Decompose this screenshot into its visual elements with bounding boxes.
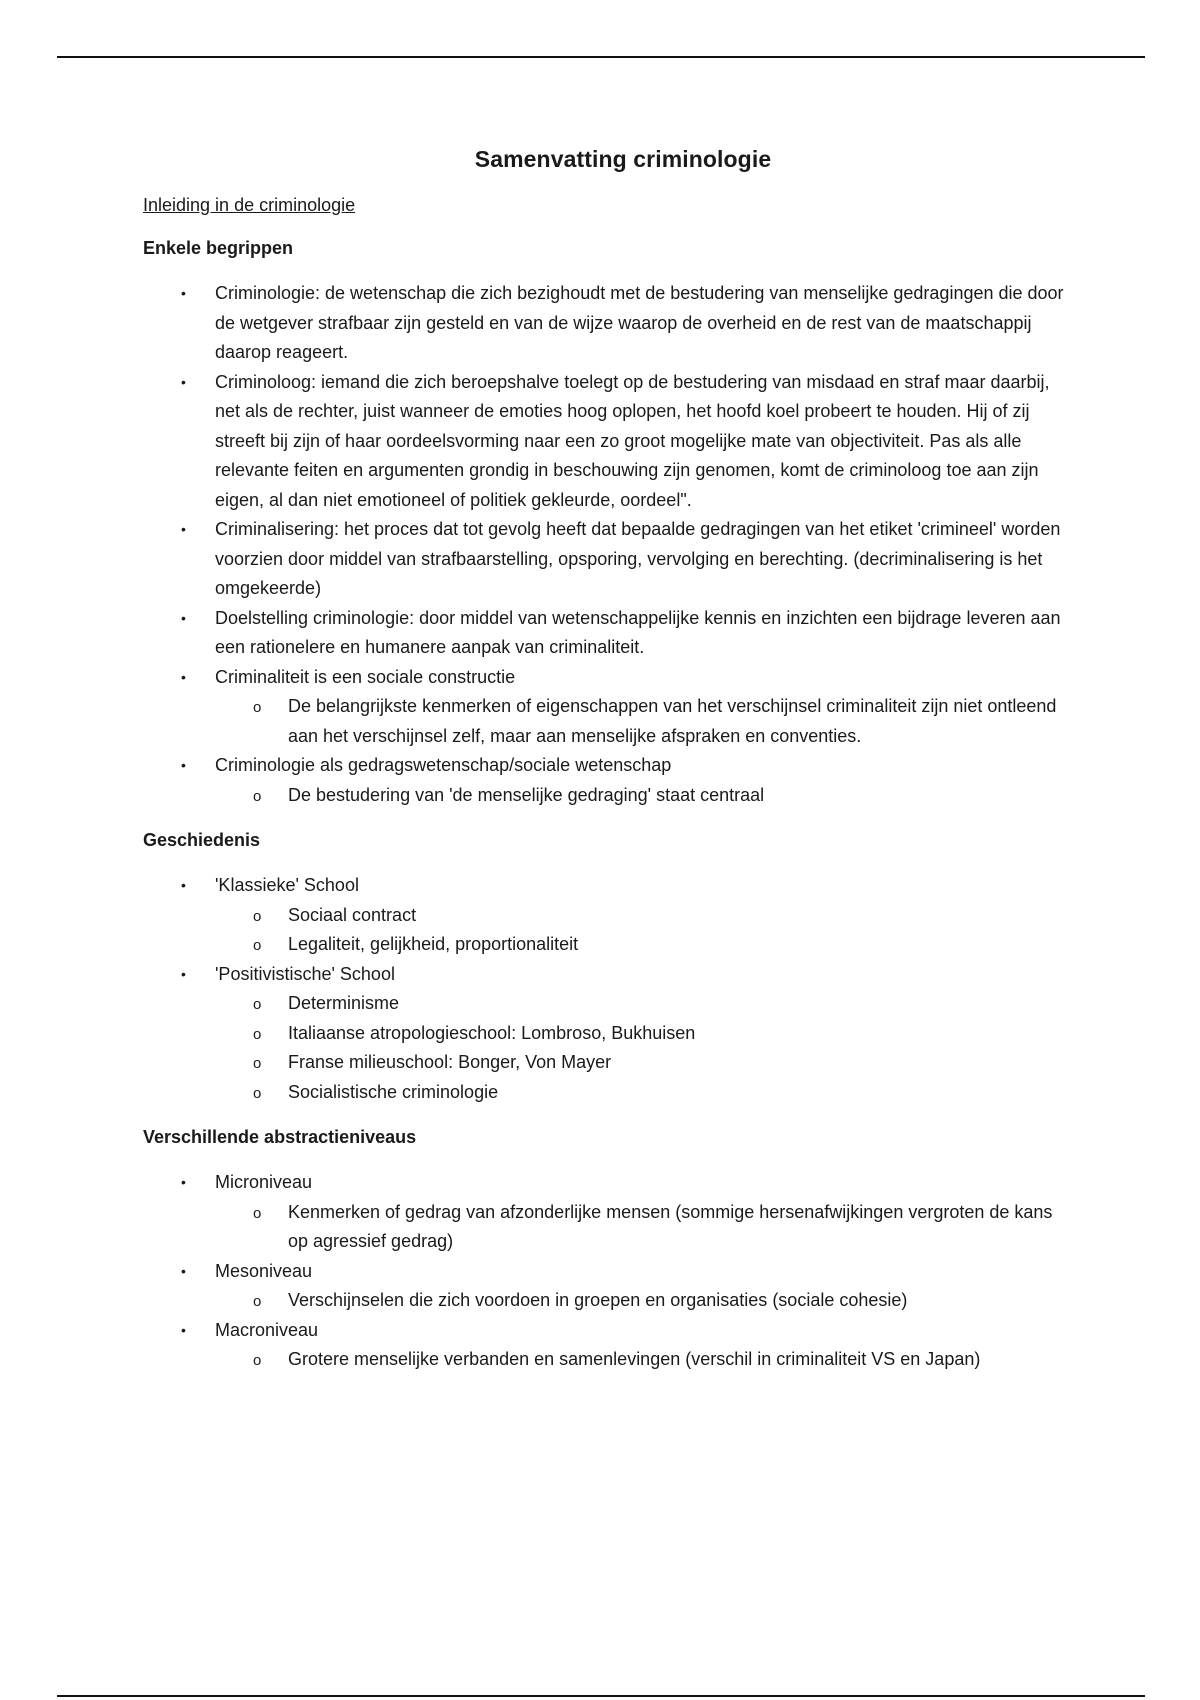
sub-list-item: [215, 1345, 1073, 1375]
list-item-text: Microniveau: [215, 1172, 313, 1192]
list-item: [143, 1257, 1073, 1316]
sub-list-item: [215, 901, 1073, 931]
sub-bullet-list: [215, 1198, 1073, 1257]
circle-bullet-icon: o: [253, 937, 262, 954]
sub-bullet-list: [215, 1345, 1073, 1375]
bullet-icon: •: [181, 285, 186, 301]
sub-bullet-list: [215, 901, 1073, 960]
list-item-text: Mesoniveau: [215, 1260, 313, 1281]
sub-list-item-text: Socialistische criminologie: [288, 1081, 499, 1102]
list-item-text: Macroniveau: [215, 1319, 319, 1340]
sub-list-item: [215, 692, 1073, 751]
section-heading: Geschiedenis: [143, 830, 261, 850]
sub-bullet-list: [215, 989, 1073, 1107]
list-item: [143, 960, 1073, 1108]
bullet-list: [143, 871, 1073, 1107]
list-item: [143, 751, 1073, 810]
sub-list-item-text: Verschijnselen die zich voordoen in groepen en organisaties (sociale cohesie): [288, 1290, 908, 1310]
sub-list-item-text: Sociaal contract: [288, 904, 417, 925]
bullet-icon: •: [181, 877, 186, 893]
list-item-text: Criminologie: de wetenschap die zich bezighoudt met de bestudering van menselijke gedragingen die door de wetgever strafbaar zijn gesteld en van de wijze waarop de overheid en de rest van de maatschappij daarop reageert.: [215, 283, 1064, 362]
document-body: [143, 140, 1073, 1395]
list-item: [143, 368, 1073, 516]
sub-list-item-text: Kenmerken of gedrag van afzonderlijke mensen (sommige hersenafwijkingen vergroten de kans op agressief gedrag): [288, 1201, 1053, 1251]
circle-bullet-icon: o: [253, 1293, 262, 1310]
circle-bullet-icon: o: [253, 699, 262, 716]
sections-container: [143, 238, 1073, 1375]
bullet-icon: •: [181, 965, 186, 982]
sub-bullet-list: [215, 781, 1073, 811]
list-item: [143, 279, 1073, 368]
list-item-text: Criminalisering: het proces dat tot gevolg heeft dat bepaalde gedragingen van het etiket 'crimineel' worden voorzien door middel van strafbaarstelling, opsporing, vervolging en berechting. (decriminalisering is het omgekeerde): [215, 519, 1061, 598]
list-item: [143, 871, 1073, 960]
list-item-text: Criminaliteit is een sociale constructie: [215, 666, 516, 687]
sub-bullet-list: [215, 692, 1073, 751]
sub-list-item: [215, 1286, 1073, 1316]
sub-list-item-text: Determinisme: [288, 993, 400, 1013]
header-rule: [57, 56, 1145, 58]
bullet-list: [143, 1168, 1073, 1375]
chapter-link[interactable]: Inleiding in de criminologie: [143, 195, 356, 215]
bullet-icon: •: [181, 1321, 186, 1338]
bullet-icon: •: [181, 373, 186, 390]
circle-bullet-icon: o: [253, 1204, 262, 1222]
list-item: [143, 604, 1073, 663]
bullet-icon: •: [181, 757, 186, 773]
list-item-text: 'Positivistische' School: [215, 963, 395, 984]
sub-list-item-text: Legaliteit, gelijkheid, proportionaliteit: [288, 934, 579, 954]
sub-list-item-text: Grotere menselijke verbanden en samenlevingen (verschil in criminaliteit VS en Japan): [288, 1349, 981, 1369]
sub-list-item: [215, 1078, 1073, 1108]
sub-list-item-text: Italiaanse atropologieschool: Lombroso, Bukhuisen: [288, 1022, 696, 1043]
circle-bullet-icon: o: [253, 1084, 262, 1102]
sub-list-item-text: De bestudering van 'de menselijke gedraging' staat centraal: [288, 784, 765, 805]
sub-list-item: [215, 989, 1073, 1019]
sub-list-item-text: De belangrijkste kenmerken of eigenschappen van het verschijnsel criminaliteit zijn niet ontleend aan het verschijnsel zelf, maar aan menselijke afspraken en conventies.: [288, 696, 1057, 746]
document-title: Samenvatting criminologie: [474, 146, 772, 172]
list-item: [143, 1168, 1073, 1257]
sub-list-item: [215, 781, 1073, 811]
footer-rule: [57, 1695, 1145, 1697]
list-item: [143, 1316, 1073, 1375]
bullet-icon: •: [181, 1174, 186, 1190]
circle-bullet-icon: o: [253, 1352, 262, 1369]
list-item-text: Criminologie als gedragswetenschap/sociale wetenschap: [215, 755, 672, 775]
sub-list-item: [215, 1019, 1073, 1049]
bullet-icon: •: [181, 668, 186, 685]
sub-bullet-list: [215, 1286, 1073, 1316]
sub-list-item-text: Franse milieuschool: Bonger, Von Mayer: [288, 1052, 612, 1072]
sub-list-item: [215, 930, 1073, 960]
sub-list-item: [215, 1198, 1073, 1257]
list-item-text: 'Klassieke' School: [215, 875, 359, 895]
section-heading: Verschillende abstractieniveaus: [143, 1127, 417, 1147]
list-item: [143, 515, 1073, 604]
bullet-icon: •: [181, 521, 186, 537]
circle-bullet-icon: o: [253, 1025, 262, 1043]
list-item-text: Doelstelling criminologie: door middel van wetenschappelijke kennis en inzichten een bijdrage leveren aan een rationelere en humanere aanpak van criminaliteit.: [215, 607, 1061, 657]
circle-bullet-icon: o: [253, 1055, 262, 1072]
bullet-icon: •: [181, 1262, 186, 1279]
circle-bullet-icon: o: [253, 996, 262, 1013]
bullet-icon: •: [181, 609, 186, 626]
circle-bullet-icon: o: [253, 787, 262, 805]
list-item: [143, 663, 1073, 752]
circle-bullet-icon: o: [253, 907, 262, 925]
bullet-list: [143, 279, 1073, 810]
sub-list-item: [215, 1048, 1073, 1078]
section-heading: Enkele begrippen: [143, 238, 294, 258]
list-item-text: Criminoloog: iemand die zich beroepshalve toelegt op de bestudering van misdaad en straf maar daarbij, net als de rechter, juist wanneer de emoties hoog oplopen, het hoofd koel probeert te houden. Hij of zij streeft bij zijn of haar oordeelsvorming naar een zo groot mogelijke mate van objectiviteit. Pas als alle relevante feiten en argumenten grondig in beschouwing zijn genomen, komt de criminoloog toe aan zijn eigen, al dan niet emotioneel of politiek gekleurde, oordeel".: [215, 371, 1050, 510]
